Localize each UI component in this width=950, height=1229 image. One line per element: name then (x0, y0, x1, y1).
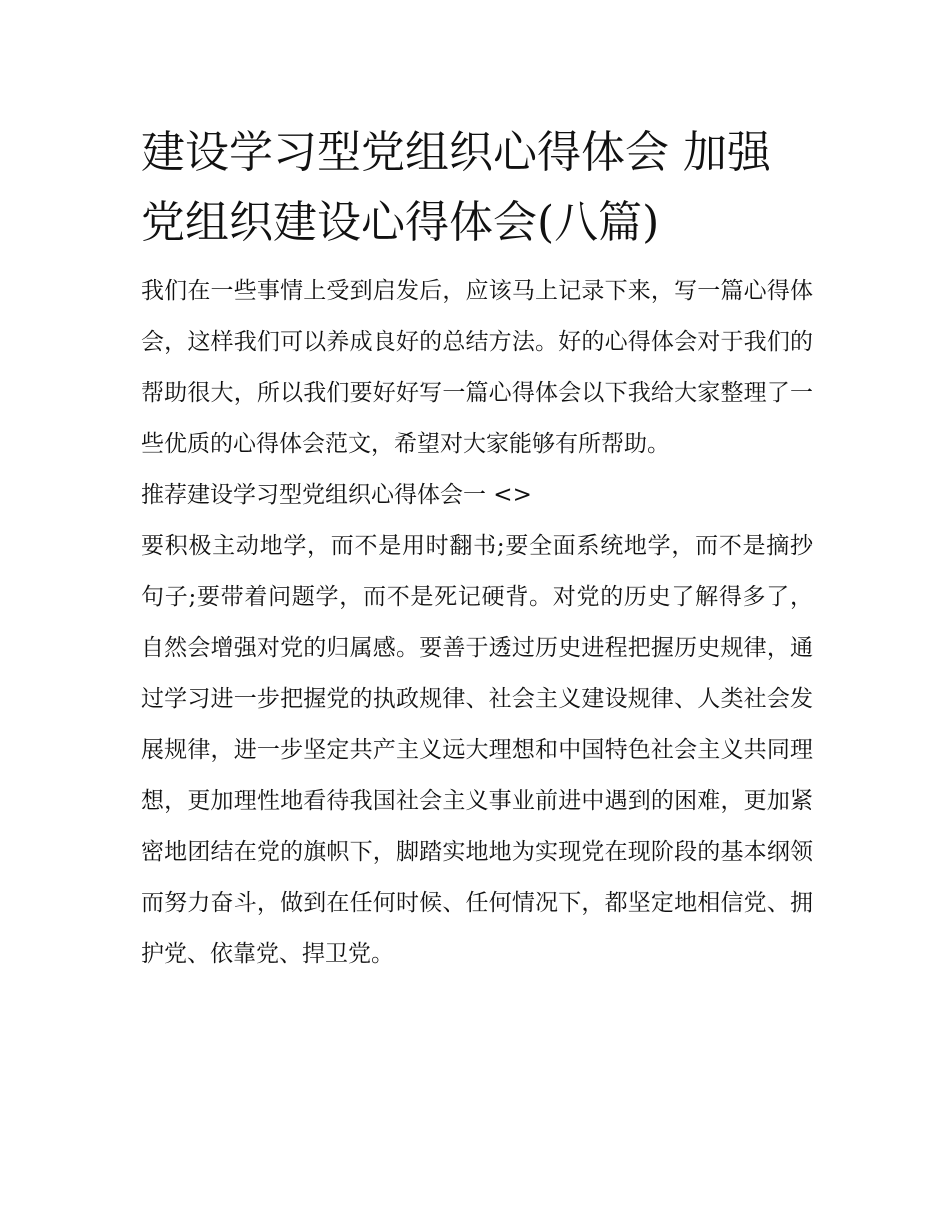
section-heading: 推荐建设学习型党组织心得体会一 <> (141, 482, 532, 508)
intro-paragraph: 我们在一些事情上受到启发后，应该马上记录下来，写一篇心得体会，这样我们可以养成良好的总结方法。好的心得体会对于我们的帮助很大，所以我们要好好写一篇心得体会以下我给大家整理了一些优质的心得体会范文，希望对大家能够有所帮助。 (141, 278, 813, 457)
document-title: 建设学习型党组织心得体会 加强党组织建设心得体会(八篇) (141, 127, 771, 248)
document-content (141, 118, 813, 980)
section-body-paragraph: 要积极主动地学，而不是用时翻书;要全面系统地学，而不是摘抄句子;要带着问题学，而不是死记硬背。对党的历史了解得多了，自然会增强对党的归属感。要善于透过历史进程把握历史规律，通过学习进一步把握党的执政规律、社会主义建设规律、人类社会发展规律，进一步坚定共产主义远大理想和中国特色社会主义共同理想，更加理性地看待我国社会主义事业前进中遇到的困难，更加紧密地团结在党的旗帜下，脚踏实地地为实现党在现阶段的基本纲领而努力奋斗，做到在任何时候、任何情况下，都坚定地相信党、拥护党、依靠党、捍卫党。 (141, 533, 813, 967)
